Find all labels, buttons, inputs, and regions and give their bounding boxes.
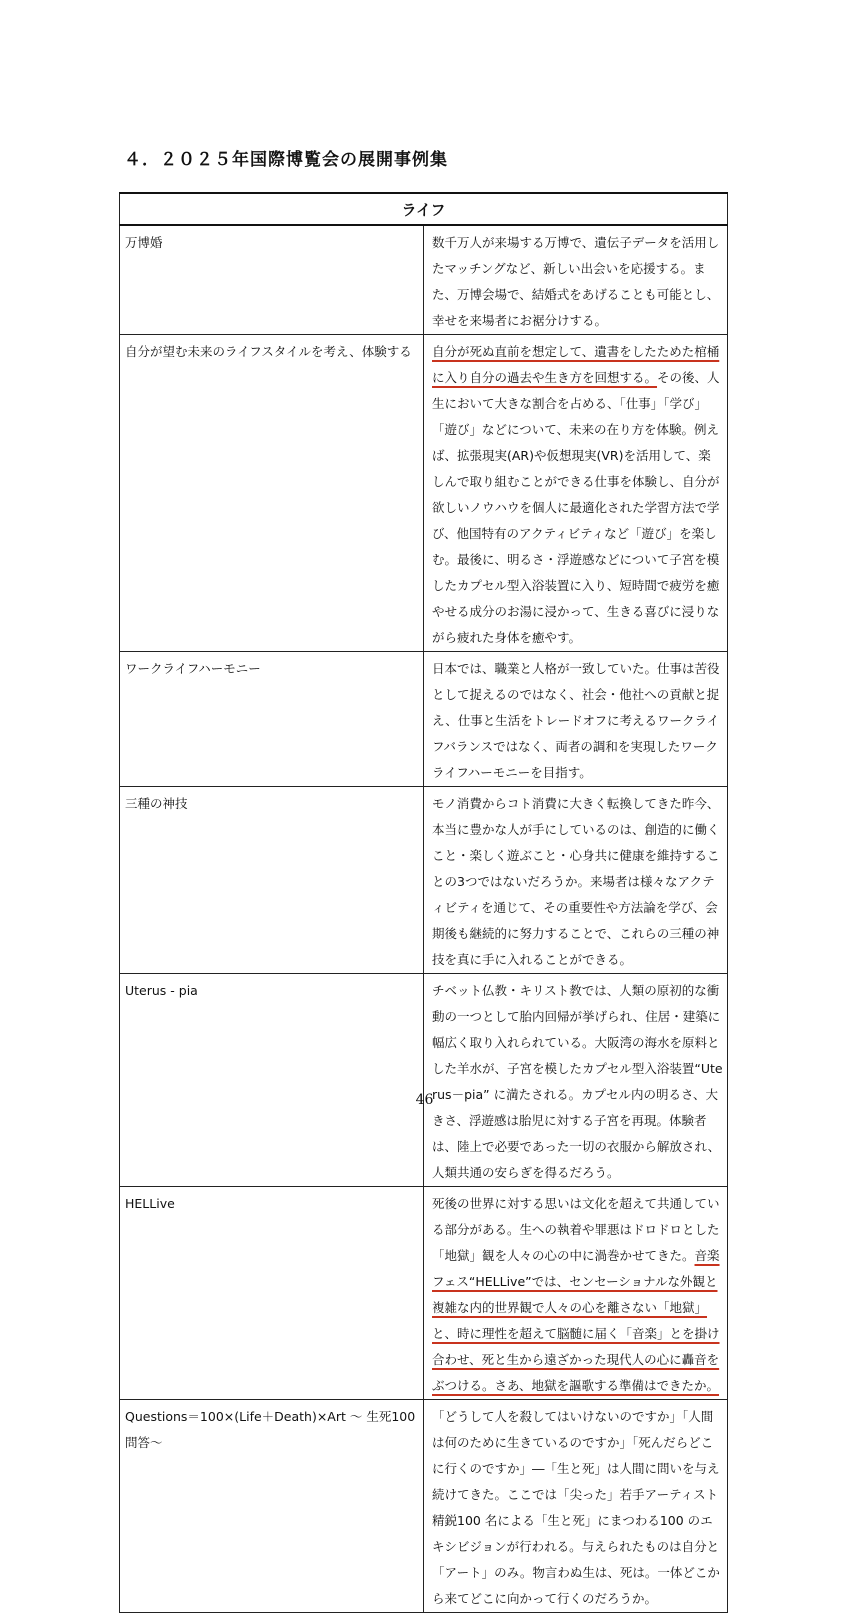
table-row xyxy=(120,787,728,974)
case-description xyxy=(424,652,728,787)
table-row xyxy=(120,652,728,787)
case-description xyxy=(424,974,728,1187)
table-row xyxy=(120,335,728,652)
case-name: 自分が望む未来のライフスタイルを考え、体験する xyxy=(120,335,424,652)
case-name: Questions＝100×(Life＋Death)×Art ～ 生死100 問答～ xyxy=(120,1400,424,1613)
description-text: チベット仏教・キリスト教では、人類の原初的な衝動の一つとして胎内回帰が挙げられ、住居・建築に幅広く取り入れられている。大阪湾の海水を原料とした羊水が、子宮を模したカプセル型入浴装置“Uterus－pia” に満たされる。カプセル内の明るさ、大きさ、浮遊感は胎児に対する子宮を再現。体験者は、陸上で必要であった一切の衣服から解放され、人類共通の安らぎを得るだろう。 xyxy=(432,983,723,1180)
page-number: 46 xyxy=(415,1092,434,1108)
description-text: 日本では、職業と人格が一致していた。仕事は苦役として捉えるのではなく、社会・他社への貢献と捉え、仕事と生活をトレードオフに考えるワークライフバランスではなく、両者の調和を実現したワークライフハーモニーを目指す。 xyxy=(432,661,720,780)
description-text: モノ消費からコト消費に大きく転換してきた昨今、本当に豊かな人が手にしているのは、創造的に働くこと・楽しく遊ぶこと・心身共に健康を維持することの3つではないだろうか。来場者は様々なアクティビティを通じて、その重要性や方法論を学び、会期後も継続的に努力することで、これらの三種の神技を真に手に入れることができる。 xyxy=(432,796,720,967)
table-header-row xyxy=(120,193,728,225)
description-text: 数千万人が来場する万博で、遺伝子データを活用したマッチングなど、新しい出会いを応援する。また、万博会場で、結婚式をあげることも可能とし、幸せを来場者にお裾分けする。 xyxy=(432,235,720,328)
case-description xyxy=(424,1400,728,1613)
case-description xyxy=(424,225,728,335)
description-text: 「どうして人を殺してはいけないのですか」「人間は何のために生きているのですか」「死んだらどこに行くのですか」―「生と死」は人間に問いを与え続けてきた。ここでは「尖った」若手アーティスト精鋭100 名による「生と死」にまつわる100 のエキシビジョンが行われる。与えられたものは自分と「アート」のみ。物言わぬ生は、死は。一体どこから来てどこに向かって行くのだろうか。 xyxy=(432,1409,720,1606)
table-row xyxy=(120,1187,728,1400)
case-name: 三種の神技 xyxy=(120,787,424,974)
case-name: Uterus - pia xyxy=(120,974,424,1187)
case-name: 万博婚 xyxy=(120,225,424,335)
underlined-text: 音楽フェス“HELLive”では、センセーショナルな外観と複雑な内的世界観で人々の心を離さない「地獄」と、時に理性を超えて脳髄に届く「音楽」とを掛け合わせ、死と生から遠ざかった現代人の心に轟音をぶつける。さあ、地獄を謳歌する準備はできたか。 xyxy=(432,1248,720,1393)
case-name: HELLive xyxy=(120,1187,424,1400)
case-description xyxy=(424,787,728,974)
underlined-text: 自分が死ぬ直前を想定して、遺書をしたためた棺桶に入り自分の過去や生き方を回想する。 xyxy=(432,344,720,385)
case-table xyxy=(119,192,728,1613)
description-text: 死後の世界に対する思いは文化を超えて共通している部分がある。生への執着や罪悪はドロドロとした「地獄」観を人々の心の中に渦巻かせてきた。 xyxy=(432,1196,720,1263)
table-header: ライフ xyxy=(120,193,728,225)
table-row xyxy=(120,225,728,335)
case-description xyxy=(424,335,728,652)
case-name: ワークライフハーモニー xyxy=(120,652,424,787)
table-body xyxy=(120,225,728,1613)
section-heading: ４．２０２５年国際博覧会の展開事例集 xyxy=(124,150,448,170)
description-text: その後、人生において大きな割合を占める、「仕事」「学び」「遊び」などについて、未来の在り方を体験。例えば、拡張現実(AR)や仮想現実(VR)を活用して、楽しんで取り組むことができる仕事を体験し、自分が欲しいノウハウを個人に最適化された学習方法で学び、他国特有のアクティビティなど「遊び」を楽しむ。最後に、明るさ・浮遊感などについて子宮を模したカプセル型入浴装置に入り、短時間で疲労を癒やせる成分のお湯に浸かって、生きる喜びに浸りながら疲れた身体を癒やす。 xyxy=(432,370,720,645)
table-row xyxy=(120,1400,728,1613)
table-row xyxy=(120,974,728,1187)
case-description xyxy=(424,1187,728,1400)
